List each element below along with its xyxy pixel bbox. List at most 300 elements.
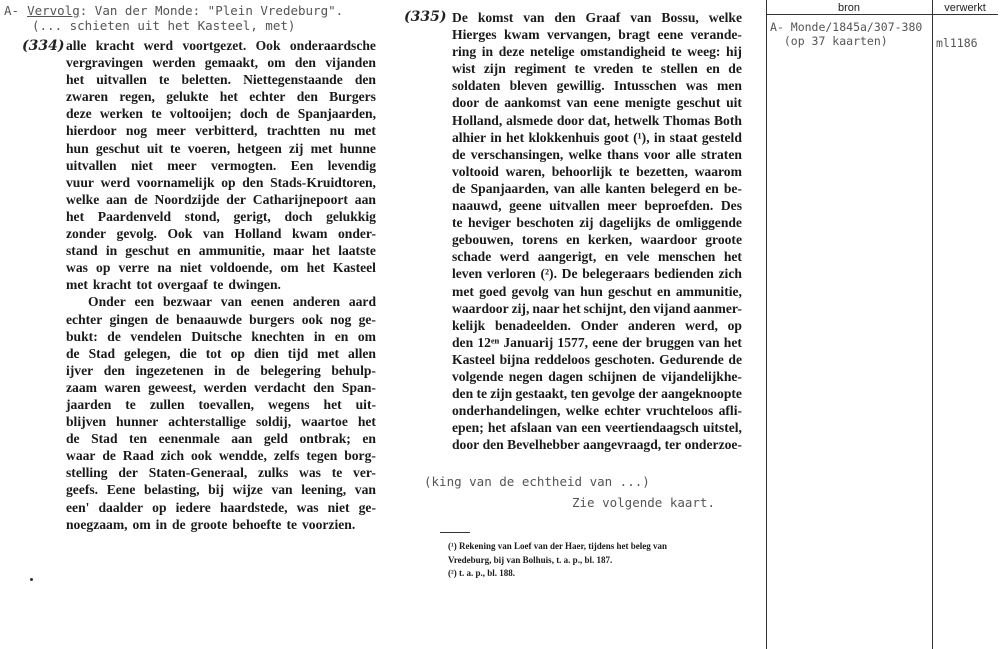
word: ring bbox=[452, 44, 477, 60]
word: voltooijen; bbox=[169, 106, 232, 122]
text-line bbox=[66, 37, 376, 54]
word: vijand bbox=[653, 300, 691, 316]
word: te bbox=[212, 277, 224, 293]
word: op bbox=[230, 345, 245, 361]
word: stelling bbox=[66, 465, 108, 481]
word: voor bbox=[643, 146, 671, 162]
word: zich bbox=[718, 266, 742, 282]
word: vijandelijkhe- bbox=[661, 368, 742, 384]
word: te bbox=[452, 215, 463, 231]
word: uit bbox=[726, 95, 742, 111]
word: belasting, bbox=[144, 482, 200, 498]
word: De bbox=[561, 266, 578, 282]
word: overgaaf bbox=[157, 277, 208, 293]
word: regen, bbox=[119, 89, 155, 105]
word: om bbox=[357, 328, 376, 344]
word: der bbox=[638, 386, 658, 402]
word: en bbox=[566, 232, 580, 248]
text-line bbox=[452, 368, 742, 385]
word: ook bbox=[301, 311, 323, 327]
word: omstandigheid bbox=[580, 44, 666, 60]
word: haardstede, bbox=[219, 499, 288, 515]
word: afslaan bbox=[510, 420, 552, 436]
word: kerken, bbox=[587, 232, 633, 248]
word: niet bbox=[179, 260, 202, 276]
word: voornamelijk bbox=[136, 174, 215, 190]
word: alle bbox=[66, 38, 87, 53]
word: Januarij bbox=[503, 334, 554, 350]
word: beproefden. bbox=[644, 198, 714, 214]
text-line bbox=[66, 140, 376, 157]
word: gelukkig bbox=[326, 208, 376, 224]
word: verre bbox=[118, 260, 150, 276]
bron-line-2: (op 37 kaarten) bbox=[770, 34, 888, 48]
word: alle bbox=[675, 146, 696, 162]
word: burgers bbox=[249, 311, 295, 327]
word: te bbox=[158, 72, 170, 88]
table-cell-bron bbox=[770, 20, 922, 48]
word: wist bbox=[452, 61, 476, 77]
text-line bbox=[452, 402, 742, 419]
text-line bbox=[452, 436, 742, 453]
word: Eene bbox=[106, 482, 136, 498]
word: achterstallige bbox=[168, 414, 247, 430]
word: werd bbox=[143, 38, 174, 53]
word: hun bbox=[580, 283, 603, 299]
word: groote bbox=[190, 516, 228, 532]
word: aard bbox=[348, 294, 376, 310]
word: alle bbox=[579, 180, 601, 196]
word: trachtten bbox=[266, 123, 321, 139]
word: met bbox=[354, 123, 376, 139]
text-line bbox=[452, 26, 742, 43]
word: verande- bbox=[690, 27, 742, 43]
word: zij bbox=[289, 140, 304, 156]
word: Holland, bbox=[452, 112, 503, 128]
see-next-card-note: Zie volgende kaart. bbox=[572, 495, 715, 510]
word: in bbox=[155, 516, 168, 532]
word: gevolg bbox=[511, 283, 549, 299]
word: te bbox=[169, 140, 181, 156]
word: van bbox=[556, 420, 578, 436]
column-header-verwerkt: verwerkt bbox=[944, 2, 986, 14]
word: dwingen. bbox=[228, 277, 281, 293]
word: aan bbox=[106, 191, 128, 207]
word: aangeknoopte bbox=[661, 386, 742, 402]
word: ammunitie, bbox=[675, 283, 742, 299]
word: en bbox=[334, 328, 349, 344]
stray-mark bbox=[30, 578, 33, 581]
word: de bbox=[452, 146, 466, 162]
word: zonder bbox=[66, 226, 107, 242]
word: 1577, bbox=[557, 334, 589, 350]
word: hunner bbox=[115, 414, 159, 430]
word: van bbox=[553, 283, 575, 299]
word: de bbox=[66, 431, 80, 447]
word: door bbox=[452, 95, 480, 111]
word: een bbox=[134, 294, 155, 310]
word: van bbox=[698, 334, 720, 350]
word: eenen bbox=[250, 294, 284, 310]
text-line bbox=[452, 231, 742, 248]
word: op bbox=[727, 317, 742, 333]
word: te bbox=[331, 465, 343, 481]
word: van bbox=[553, 180, 575, 196]
word: aanmer- bbox=[693, 300, 742, 316]
word: welke bbox=[568, 146, 602, 162]
footnote-line: (²) t. a. p., bl. 188. bbox=[448, 568, 515, 579]
word: nog bbox=[330, 311, 352, 327]
word: voorzien. bbox=[302, 516, 356, 532]
text-line bbox=[66, 362, 376, 379]
word: ten bbox=[128, 431, 148, 447]
word: verdacht bbox=[254, 379, 306, 395]
word: Bossu, bbox=[661, 10, 699, 25]
text-line bbox=[66, 54, 376, 71]
word: geefs. bbox=[66, 482, 99, 498]
word: komst bbox=[477, 10, 514, 25]
word: gemaakt, bbox=[204, 55, 258, 71]
word: en bbox=[657, 283, 671, 299]
word: wijze bbox=[232, 482, 263, 498]
word: echter bbox=[66, 311, 103, 327]
table-header-rule bbox=[766, 14, 998, 15]
word: werd bbox=[499, 249, 530, 265]
word: geweest, bbox=[148, 379, 197, 395]
word: Hierges bbox=[452, 27, 497, 43]
word: voortgezet. bbox=[182, 38, 247, 53]
text-line bbox=[66, 481, 376, 498]
word: soldij, bbox=[255, 414, 292, 430]
word: Thomas bbox=[663, 112, 711, 128]
word: ge- bbox=[358, 499, 376, 515]
word: voldoende, bbox=[209, 260, 273, 276]
word: een' bbox=[66, 499, 90, 515]
word: was bbox=[296, 499, 319, 515]
word: Intusschen bbox=[613, 78, 677, 94]
text-line bbox=[452, 77, 742, 94]
word: Ook bbox=[255, 38, 281, 53]
word: zijn bbox=[483, 61, 506, 77]
word: vruchteloos bbox=[646, 403, 714, 419]
word: vermogten. bbox=[210, 157, 277, 173]
word: de bbox=[172, 516, 186, 532]
word: en bbox=[705, 180, 719, 196]
word: gerigt, bbox=[233, 208, 271, 224]
word: aan bbox=[354, 191, 376, 207]
word: om bbox=[280, 260, 299, 276]
word: knechten bbox=[251, 328, 305, 344]
word: epen; bbox=[452, 420, 484, 436]
word: behoorlijk bbox=[551, 163, 613, 179]
word: dagen bbox=[548, 368, 583, 384]
text-line bbox=[66, 88, 376, 105]
word: die bbox=[179, 345, 197, 361]
word: menigte bbox=[624, 95, 671, 111]
text-line bbox=[66, 122, 376, 139]
word: Onder bbox=[580, 317, 619, 333]
word: zaam bbox=[66, 379, 97, 395]
word: kelijk bbox=[452, 317, 486, 333]
text-line bbox=[452, 112, 742, 129]
text-line bbox=[66, 208, 376, 225]
word: en bbox=[604, 249, 619, 265]
word: meer bbox=[156, 123, 186, 139]
word: Een bbox=[290, 157, 314, 173]
text-line bbox=[66, 430, 376, 447]
word: om bbox=[132, 516, 151, 532]
word: niet bbox=[327, 499, 350, 515]
word: was bbox=[66, 260, 88, 276]
word: bedienden bbox=[654, 266, 714, 282]
word: te bbox=[476, 386, 487, 402]
word: in bbox=[214, 362, 226, 378]
word: kwam bbox=[291, 226, 328, 242]
text-column-1 bbox=[66, 37, 376, 533]
word: de bbox=[452, 180, 466, 196]
text-line bbox=[66, 71, 376, 88]
word: zij, bbox=[511, 300, 530, 316]
word: staat bbox=[669, 129, 698, 145]
word: nog bbox=[125, 123, 148, 139]
word: stand bbox=[66, 243, 98, 259]
word: geschut bbox=[608, 283, 652, 299]
word: het bbox=[505, 129, 525, 145]
bron-verwerkt-table bbox=[766, 0, 1000, 649]
text-line bbox=[452, 43, 742, 60]
word: regiment bbox=[514, 61, 567, 77]
word: de bbox=[642, 368, 656, 384]
header-line2: (... schieten uit het Kasteel, met) bbox=[32, 18, 296, 33]
word: Span- bbox=[341, 379, 376, 395]
word: gewillig. bbox=[556, 78, 605, 94]
word: een bbox=[581, 420, 601, 436]
word: leening, bbox=[301, 482, 347, 498]
word: vendelen bbox=[130, 328, 182, 344]
word: waardoor bbox=[452, 300, 509, 316]
text-line bbox=[452, 94, 742, 111]
word: vergravingen bbox=[66, 55, 144, 71]
word: 12ᵉⁿ bbox=[477, 334, 500, 350]
word: de bbox=[276, 106, 290, 122]
word: de bbox=[728, 351, 742, 367]
word: kracht bbox=[95, 38, 135, 53]
word: onderaardsche bbox=[289, 38, 376, 53]
word: blijven bbox=[66, 414, 107, 430]
word: te bbox=[151, 106, 162, 122]
word: vele bbox=[626, 249, 650, 265]
text-line bbox=[66, 516, 376, 533]
word: wendde, bbox=[218, 448, 267, 464]
word: waar bbox=[66, 448, 96, 464]
text-line bbox=[66, 413, 376, 430]
word: geschoten. bbox=[594, 351, 655, 367]
word: Spanjaarden, bbox=[470, 180, 549, 196]
table-border-left bbox=[766, 0, 767, 649]
word: gevolge bbox=[591, 386, 635, 402]
word: gestaakt, bbox=[515, 386, 568, 402]
word: uit bbox=[146, 140, 163, 156]
word: daalder bbox=[98, 499, 144, 515]
text-line bbox=[66, 276, 376, 293]
word: verloren bbox=[486, 266, 536, 282]
word: in bbox=[105, 243, 118, 259]
word: te bbox=[641, 61, 653, 77]
word: den bbox=[103, 362, 125, 378]
text-line bbox=[66, 225, 376, 242]
table-cell-verwerkt: ml1186 bbox=[936, 36, 978, 50]
page-number-right: (335) bbox=[404, 9, 447, 25]
text-line bbox=[452, 60, 742, 77]
word: tegen bbox=[306, 448, 338, 464]
word: ijver bbox=[66, 362, 94, 378]
word: naar bbox=[532, 300, 560, 316]
word: gevolg. bbox=[116, 226, 157, 242]
word: iedere bbox=[175, 499, 211, 515]
text-line bbox=[452, 129, 742, 146]
word: goot bbox=[603, 129, 629, 145]
word: en bbox=[177, 243, 191, 259]
word: ver- bbox=[353, 465, 376, 481]
word: van bbox=[630, 10, 652, 25]
text-line bbox=[66, 157, 376, 174]
word: echter bbox=[604, 403, 641, 419]
word: meer bbox=[167, 157, 197, 173]
word: Burgers bbox=[329, 89, 376, 105]
word: Paardenveld bbox=[97, 208, 172, 224]
word: bruggen bbox=[645, 334, 695, 350]
word: beschoten bbox=[516, 215, 574, 231]
word: benaauwde bbox=[176, 311, 242, 327]
text-line bbox=[452, 197, 742, 214]
word: ammunitie, bbox=[198, 243, 265, 259]
word: aankomst bbox=[504, 95, 561, 111]
word: waartoe bbox=[301, 414, 348, 430]
text-line bbox=[66, 345, 376, 362]
word: het bbox=[306, 260, 325, 276]
word: waarom bbox=[694, 163, 742, 179]
word: tijd bbox=[287, 345, 309, 361]
word: laatste bbox=[338, 243, 376, 259]
word: leven bbox=[452, 266, 483, 282]
word: volgende bbox=[452, 368, 504, 384]
word: uitvallen bbox=[96, 72, 147, 88]
word: voeren, bbox=[187, 140, 231, 156]
header-underlined: Vervolg bbox=[27, 3, 80, 18]
word: Graaf bbox=[585, 10, 621, 25]
word: Staten-Generaal, bbox=[148, 465, 248, 481]
word: stellen bbox=[660, 61, 698, 77]
word: bragt bbox=[618, 27, 650, 43]
word: gelukte bbox=[166, 89, 209, 105]
word: alsmede bbox=[506, 112, 553, 128]
word: werden bbox=[152, 55, 196, 71]
word: belegering bbox=[260, 362, 321, 378]
word: ge- bbox=[358, 311, 376, 327]
word: te bbox=[574, 61, 586, 77]
word: de bbox=[484, 95, 499, 111]
word: zullen bbox=[149, 396, 185, 412]
word: van bbox=[354, 482, 376, 498]
word: jaarden bbox=[66, 396, 112, 412]
word: der bbox=[118, 465, 138, 481]
word: de bbox=[107, 328, 121, 344]
word: hunne bbox=[339, 140, 376, 156]
word: verschansingen, bbox=[470, 146, 564, 162]
word: Kasteel bbox=[332, 260, 376, 276]
text-line bbox=[66, 311, 376, 328]
word: gesteld bbox=[701, 129, 742, 145]
word: anderen bbox=[628, 317, 676, 333]
header-prefix: A- bbox=[4, 3, 20, 18]
word: vervangen, bbox=[546, 27, 611, 43]
word: gebouwen, bbox=[452, 232, 514, 248]
header-line1-rest: : Van der Monde: "Plein Vredeburg". bbox=[79, 3, 344, 18]
word: het bbox=[66, 72, 85, 88]
text-line bbox=[66, 447, 376, 464]
word: welke bbox=[565, 403, 600, 419]
word: het bbox=[311, 243, 331, 259]
word: soldaten bbox=[452, 78, 501, 94]
word: eene bbox=[657, 27, 684, 43]
text-line bbox=[66, 174, 376, 191]
text-line bbox=[66, 191, 376, 208]
word: zijn bbox=[490, 386, 513, 402]
word: van bbox=[523, 10, 545, 25]
word: vuur bbox=[66, 174, 94, 190]
word: van bbox=[566, 95, 588, 111]
text-line bbox=[66, 105, 376, 122]
word: groote bbox=[705, 232, 742, 248]
text-line bbox=[452, 248, 742, 265]
footnote-line: Vredeburg, bij van Bolhuis, t. a. p., bl. 187. bbox=[448, 554, 613, 565]
word: met bbox=[317, 345, 340, 361]
word: de bbox=[656, 215, 671, 231]
word: Niettegenstaande bbox=[243, 72, 343, 88]
word: weeg: bbox=[687, 44, 721, 60]
word: van bbox=[220, 294, 242, 310]
word: kanten bbox=[605, 180, 646, 196]
word: nu bbox=[329, 123, 345, 139]
word: wegens bbox=[268, 396, 310, 412]
text-line bbox=[452, 163, 742, 180]
word: Catharijnepoort bbox=[252, 191, 348, 207]
word: kwam bbox=[504, 27, 540, 43]
word: toevallen, bbox=[198, 396, 255, 412]
word: den bbox=[294, 55, 316, 71]
text-line bbox=[452, 317, 742, 334]
word: torens bbox=[521, 232, 558, 248]
word: in bbox=[490, 129, 502, 145]
word: verbitterd, bbox=[195, 123, 258, 139]
word: werd bbox=[100, 174, 131, 190]
word: op bbox=[96, 260, 111, 276]
word: welke bbox=[708, 10, 742, 25]
word: door bbox=[452, 437, 480, 453]
word: aan bbox=[231, 431, 253, 447]
word: (¹), bbox=[633, 129, 650, 145]
word: netelige bbox=[529, 44, 575, 60]
word: hetwelk bbox=[614, 112, 660, 128]
text-column-2 bbox=[452, 9, 742, 453]
text-line bbox=[452, 334, 742, 351]
word: uit- bbox=[355, 396, 376, 412]
text-line bbox=[452, 283, 742, 300]
word: voltooid bbox=[452, 163, 499, 179]
word: noegzaam, bbox=[66, 516, 128, 532]
word: behoefte bbox=[232, 516, 282, 532]
word: De bbox=[452, 10, 468, 25]
